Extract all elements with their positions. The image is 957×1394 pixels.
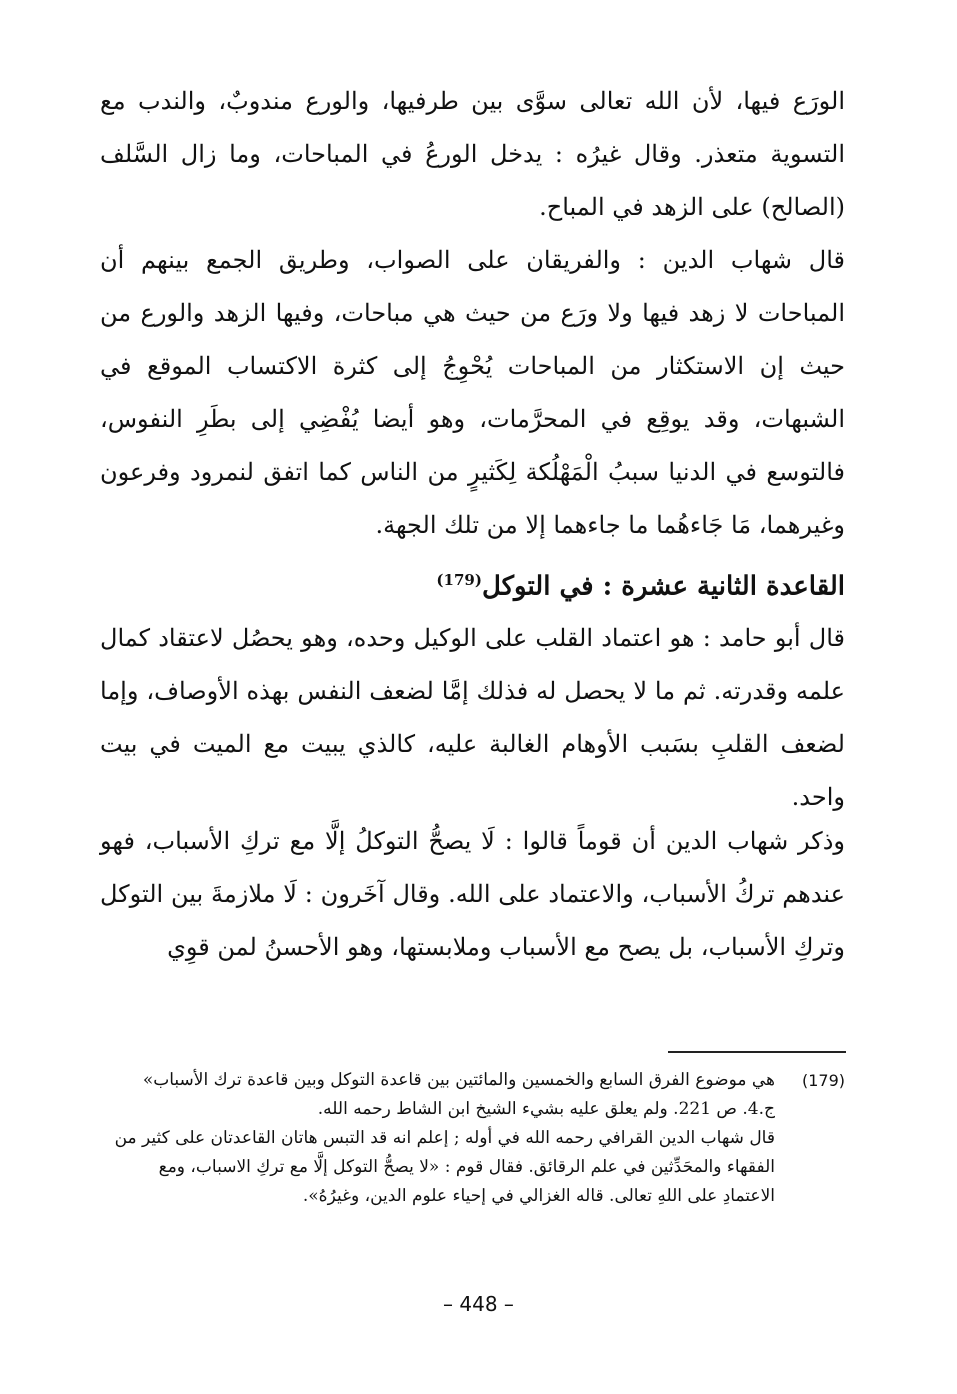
paragraph-2: قال شهاب الدين : والفريقان على الصواب، وطريق الجمع بينهم أن المباحات لا زهد فيها ولا ورَع من حيث هي مباحات، وفيها الزهد والورع من حيث إن الاستكثار من المباحات يُحْوِجُ إلى كثرة الاكتساب الموقع في الشبهات، وقد يوقِع في المحرَّمات، وهو أيضا يُفْضِي إلى بطَرِ النفوس، فالتوسع في الدنيا سببُ الْمَهْلُكة لِكَثيرٍ من الناس كما اتفق لنمرود وفرعون وغيرهما، مَا جَاءهُما ما جاءهما إلا من تلك الجهة. [100, 246, 845, 539]
section-heading [100, 560, 845, 607]
footnote-line-1: هي موضوع الفرق السابع والخمسين والمائتين بين قاعدة التوكل وبين قاعدة ترك الأسباب» [142, 1070, 775, 1090]
footnote-line-4: الفقهاء والمحَدِّثين في علم الرقائق. فقال قوم : «لا يصحُّ التوكل إلَّا مع تركِ الاسباب، ومع [158, 1157, 775, 1177]
footnote-line-5: الاعتمادِ على اللهِ تعالى. قاله الغزالي في إحياء علوم الدين، وغيرُهُ». [302, 1186, 775, 1206]
footnote-text [100, 1066, 775, 1211]
section-heading-text: القاعدة الثانية عشرة : في التوكل [481, 571, 845, 602]
footnote-line-3: قال شهاب الدين القرافي رحمه الله في أوله ; إعلم انه قد التبس هاتان القاعدتان على كثير من [114, 1128, 775, 1148]
page-number: – 448 – [443, 1292, 514, 1316]
paragraph-1: الورَع فيها، لأن الله تعالى سوَّى بين طرفيها، والورع مندوبٌ، والندب مع التسوية متعذر. وقال غيرُه : يدخل الورعُ في المباحات، وما زال السَّلف (الصالح) على الزهد في المباح. [100, 87, 845, 221]
footnote-line-2: ج.4. ص 221. ولم يعلق عليه بشيء الشيخ ابن الشاط رحمه الله. [317, 1099, 775, 1119]
paragraph-3: قال أبو حامد : هو اعتماد القلب على الوكيل وحده، وهو يحصُل لاعتقاد كمال علمه وقدرته. ثم ما لا يحصل له فذلك إمَّا لضعف النفس بهذه الأوصاف، وإما لضعف القلبِ بسَبب الأوهام الغالبة عليه، كالذي يبيت مع الميت في بيت واحد. [100, 624, 845, 811]
footnote-number: (179) [801, 1071, 845, 1090]
footnote-separator [668, 1051, 846, 1053]
footnote [100, 1066, 845, 1211]
paragraph-4: وذكر شهاب الدين أن قوماً قالوا : لَا يصحُّ التوكلُ إلَّا مع تركِ الأسباب، فهو عندهم تركُ الأسباب، والاعتماد على الله. وقال آخَرون : لَا ملازمةَ بين التوكل وتركِ الأسباب، بل يصح مع الأسباب وملابستها، وهو الأحسنُ لمن قوِي [100, 827, 845, 961]
footnote-row [100, 1066, 845, 1211]
footnote-reference: (179) [436, 571, 482, 589]
